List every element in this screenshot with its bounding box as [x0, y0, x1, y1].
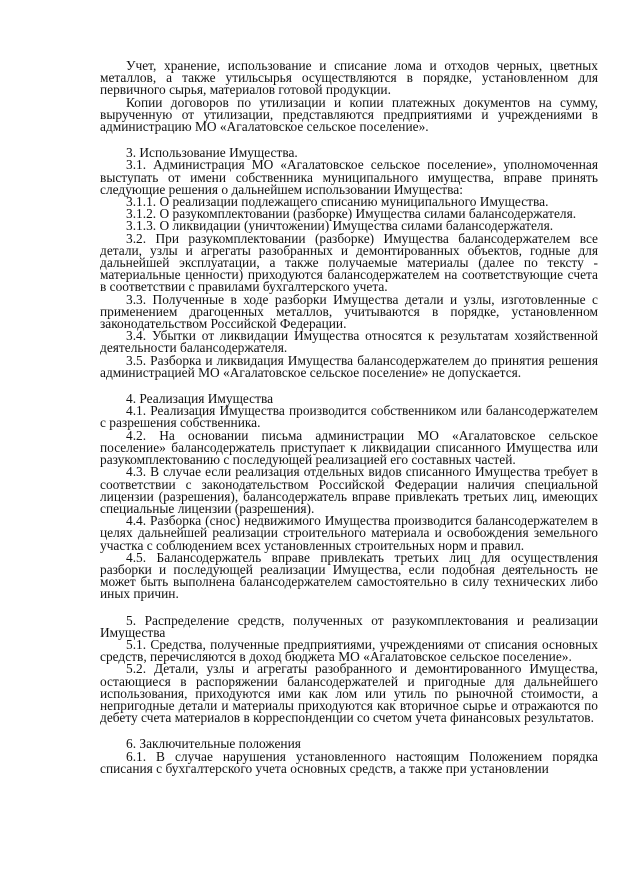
paragraph: 3.1.1. О реализации подлежащего списанию муниципального Имущества. — [126, 194, 549, 210]
paragraph: 3.3. Полученные в ходе разборки Имущества детали и узлы, изготовленные с применением драгоценных металлов, учитываются в порядке, установленном законодательством Российской Федерации. — [100, 291, 598, 332]
paragraph: 5. Распределение средств, полученных от разукомплектования и реализации Имущества — [100, 612, 598, 640]
paragraph: 3.1. Администрация МО «Агалатовское сельское поселение», уполномоченная выступать от имени собственника муниципального имущества, вправе принять следующие решения о дальнейшем использовании Имущества: — [100, 157, 598, 197]
paragraph: 4.5. Балансодержатель вправе привлекать третьих лиц для осуществления разборки и последующей реализации Имущества, если подобная деятельность не может быть выполнена балансодержателем самостоятельно в силу технических либо иных причин. — [100, 549, 598, 602]
paragraph: 6.1. В случае нарушения установленного настоящим Положением порядка списания с бухгалтерского учета основных средств, а также при установлении — [100, 748, 598, 776]
paragraph: 3.1.3. О ликвидации (уничтожении) Имущества силами балансодержателя. — [126, 218, 554, 234]
paragraph: Копии договоров по утилизации и копии платежных документов на сумму, вырученную от утилизации, представляются предприятиями и учреждениями в администрацию МО «Агалатовское сельское поселение». — [100, 94, 598, 135]
paragraph: 4.1. Реализация Имущества производится собственником или балансодержателем с разрешения собственника. — [100, 403, 598, 431]
paragraph: 4.2. На основании письма администрации МО «Агалатовское сельское поселение» балансодержатель приступает к ликвидации списанного Имущества или разукомплектованию с последующей реализацией его составных частей. — [100, 427, 598, 468]
paragraph: 5.2. Детали, узлы и агрегаты разобранного и демонтированного Имущества, остающиеся в распоряжении балансодержателей и пригодные для дальнейшего использования, приходуются ими как лом или утиль по рыночной стоимости, а непригодные детали и материалы приходуются как вторичное сырье и отражаются по дебету счета материалов в корреспонденции со счетом учета финансовых результатов. — [100, 661, 598, 726]
paragraph: 3.4. Убытки от ликвидации Имущества относятся к результатам хозяйственной деятельности балансодержателя. — [100, 328, 598, 356]
paragraph: Учет, хранение, использование и списание лома и отходов черных, цветных металлов, а также утильсырья осуществляются в порядке, установленном для первичного сырья, материалов готовой продукции. — [100, 58, 598, 98]
paragraph: 4. Реализация Имущества — [126, 391, 274, 407]
paragraph: 5.1. Средства, полученные предприятиями, учреждениями от списания основных средств, перечисляются в доход бюджета МО «Агалатовское сельское поселение». — [100, 636, 598, 665]
paragraph: 6. Заключительные положения — [126, 736, 301, 752]
paragraph: 3.2. При разукомплектовании (разборке) Имущества балансодержателем все детали, узлы и агрегаты разобранных и демонтированных объектов, годные для дальнейшей эксплуатации, а также получаемые материалы (далее по тексту - материальные ценности) приходуются балансодержателем на соответствующие счета в соответствии с правилами бухгалтерского учета. — [100, 230, 598, 295]
paragraph: 4.3. В случае если реализация отдельных видов списанного Имущества требует в соответствии с законодательством Российской Федерации наличия специальной лицензии (разрешения), балансодержатель вправе привлекать третьих лиц, имеющих специальные лицензии (разрешения). — [100, 464, 598, 516]
paragraph: 3.1.2. О разукомплектовании (разборке) Имущества силами балансодержателя. — [126, 206, 577, 222]
paragraph: 3. Использование Имущества. — [126, 145, 298, 161]
paragraph: 4.4. Разборка (снос) недвижимого Имущества производится балансодержателем в целях дальнейшей реализации строительного материала и освобождения земельного участка с соблюдением всех установленных строительных норм и правил. — [100, 513, 598, 553]
paragraph: 3.5. Разборка и ликвидация Имущества балансодержателем до принятия решения администрацией МО «Агалатовское сельское поселение» не допускается. — [100, 352, 598, 380]
